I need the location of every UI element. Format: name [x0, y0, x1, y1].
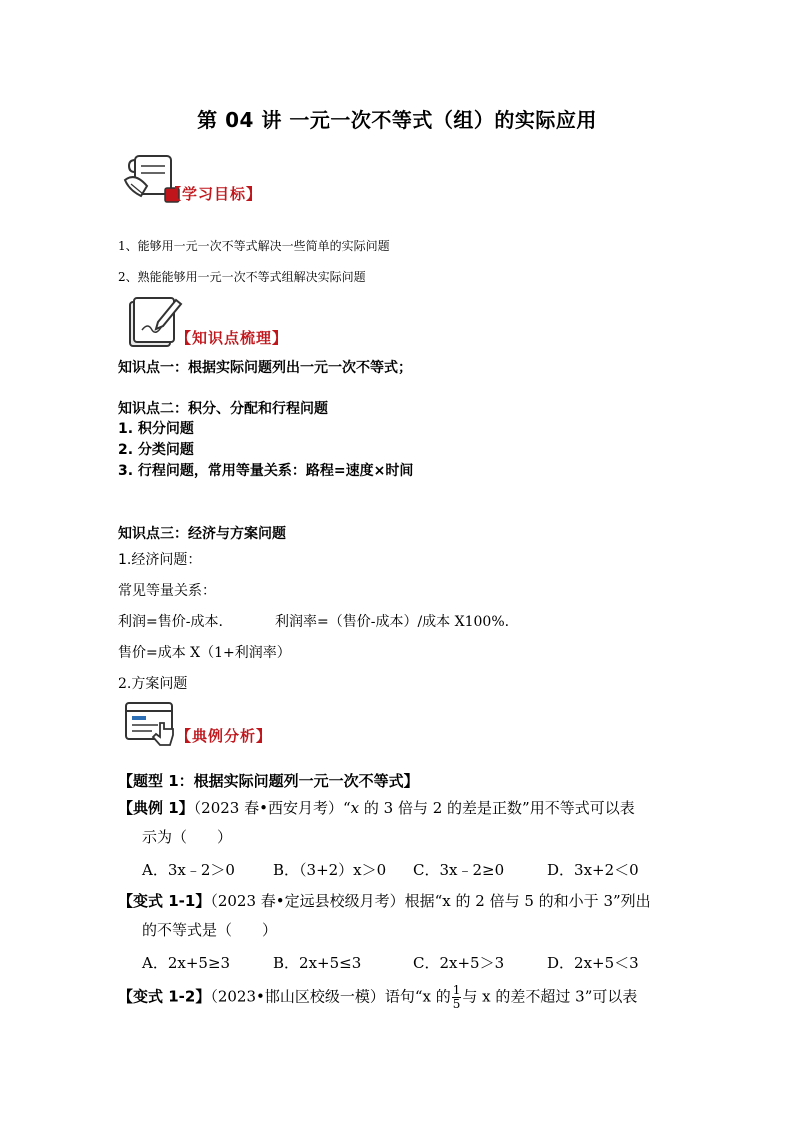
text-line: 售价=成本 X（1+利润率） — [118, 645, 291, 661]
example-1-question-line2: 示为（ ） — [142, 828, 233, 846]
option-b[interactable]: B．（3+2）x＞0 — [273, 861, 387, 879]
option-a[interactable]: A．3x﹣2＞0 — [142, 861, 235, 879]
question-type-title: 【题型 1：根据实际问题列一元一次不等式】 — [118, 772, 419, 790]
list-item: 2. 分类问题 — [118, 442, 194, 458]
knowledge-point-1: 知识点一：根据实际问题列出一元一次不等式； — [118, 360, 412, 376]
example-label: 【变式 1-2】 — [118, 987, 211, 1006]
list-item: 1. 积分问题 — [118, 421, 194, 437]
list-item: 1.经济问题： — [118, 552, 202, 568]
examples-section-label: 【典例分析】 — [176, 727, 273, 745]
text-line: 利润=售价-成本. — [118, 614, 223, 630]
option-a[interactable]: A．2x+5≥3 — [142, 954, 231, 972]
goal-item: 2、熟能能够用一元一次不等式组解决实际问题 — [118, 270, 366, 284]
text-line: 常见等量关系： — [118, 583, 216, 599]
option-d[interactable]: D．3x+2＜0 — [547, 861, 639, 879]
option-c[interactable]: C．2x+5＞3 — [413, 954, 505, 972]
variant-1-1-question: 【变式 1-1】（2023 春•定远县校级月考）根据“x 的 2 倍与 5 的和小于 3”列出 — [118, 892, 651, 910]
list-item: 3. 行程问题，常用等量关系：路程=速度×时间 — [118, 463, 414, 479]
knowledge-point-3-title: 知识点三：经济与方案问题 — [118, 526, 286, 542]
option-d[interactable]: D．2x+5＜3 — [547, 954, 639, 972]
browser-click-icon — [124, 701, 182, 751]
variant-1-1-question-line2: 的不等式是（ ） — [142, 921, 278, 939]
example-source: （2023 春•西安月考） — [193, 799, 343, 817]
page-title: 第 04 讲 一元一次不等式（组）的实际应用 — [197, 108, 597, 132]
fraction: $\frac{1}{5}$ — [452, 983, 461, 1011]
example-source: （2023•邯山区校级一模） — [210, 987, 385, 1006]
variant-1-2-question: 【变式 1-2】（2023•邯山区校级一模）语句“x 的 $\frac{1}{5}$ 与 x 的差不超过 3”可以表 — [118, 983, 638, 1011]
list-item: 2.方案问题 — [118, 676, 188, 692]
goals-section-label: 【学习目标】 — [166, 185, 263, 203]
notebook-pencil-icon — [124, 292, 184, 354]
knowledge-point-2-title: 知识点二：积分、分配和行程问题 — [118, 401, 328, 417]
example-source: （2023 春•定远县校级月考） — [210, 892, 405, 910]
example-label: 【典例 1】 — [118, 799, 194, 817]
option-b[interactable]: B．2x+5≤3 — [273, 954, 362, 972]
example-label: 【变式 1-1】 — [118, 892, 211, 910]
knowledge-section-label: 【知识点梳理】 — [176, 329, 289, 347]
goal-item: 1、能够用一元一次不等式解决一些简单的实际问题 — [118, 239, 390, 253]
text-line: 利润率=（售价-成本）/成本 X100%. — [275, 614, 510, 630]
example-1-question: 【典例 1】（2023 春•西安月考）“x 的 3 倍与 2 的差是正数”用不等式可以表 — [118, 799, 635, 817]
option-c[interactable]: C．3x﹣2≥0 — [413, 861, 505, 879]
